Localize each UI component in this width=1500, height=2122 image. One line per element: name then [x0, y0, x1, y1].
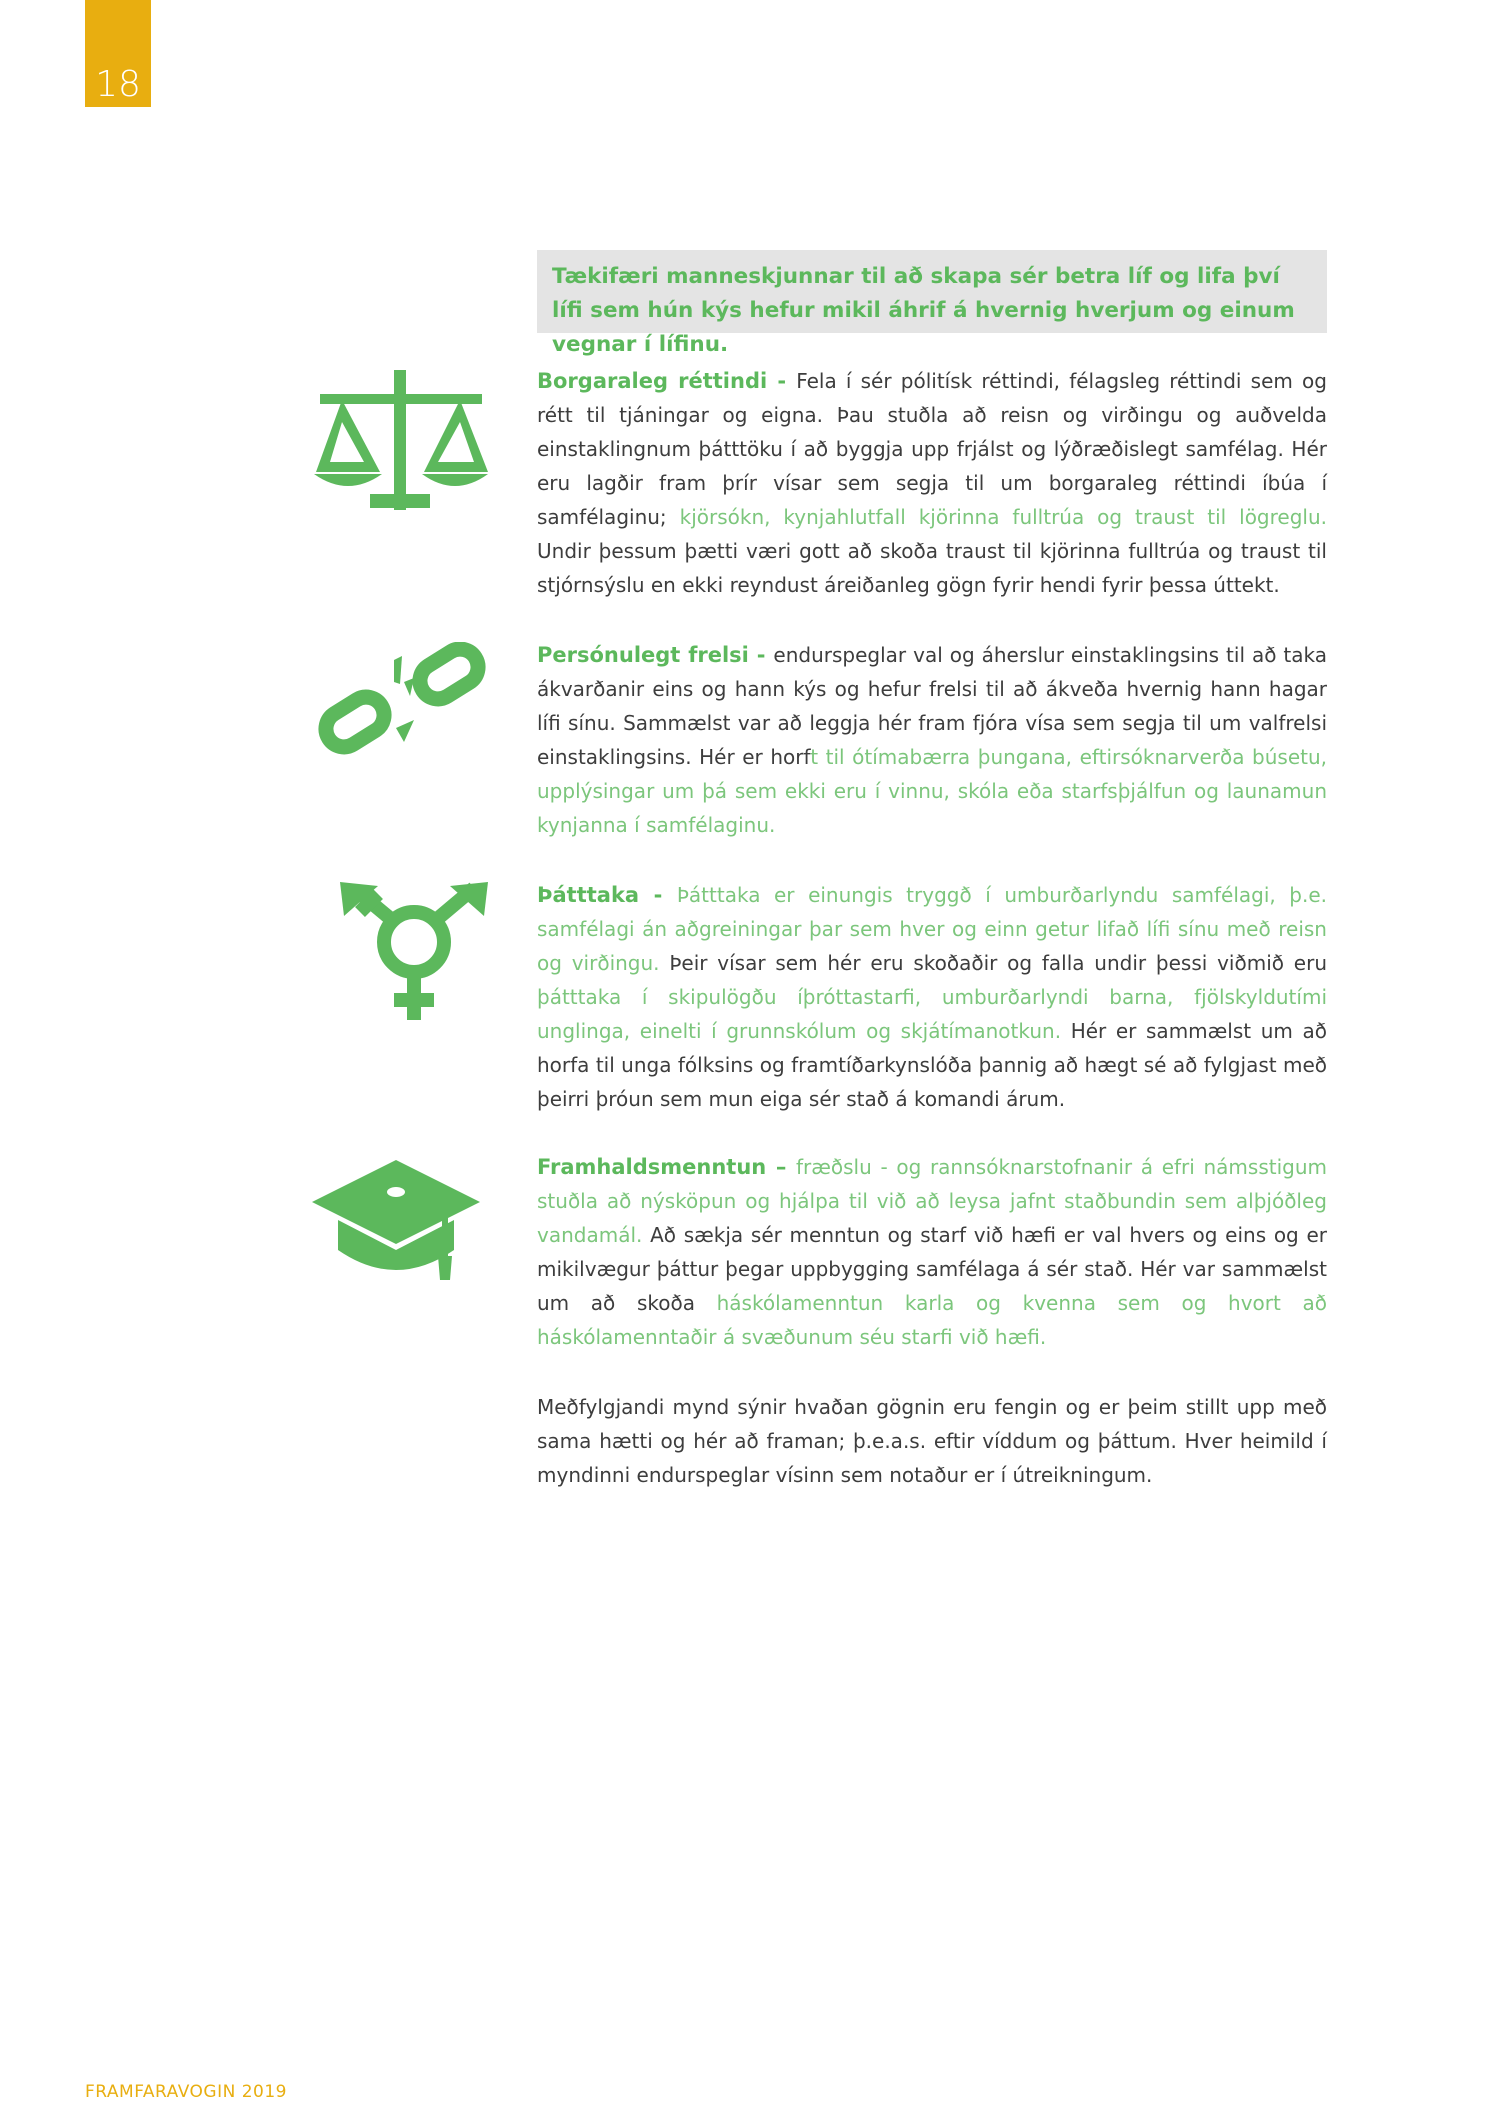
- section-indicators: háskólamenntun karla og kvenna sem og hvort að háskólamenntaðir á svæðunum séu starfi við hæfi.: [537, 1291, 1327, 1349]
- intro-callout: Tækifæri manneskjunnar til að skapa sér betra líf og lifa því lífi sem hún kýs hefur mikil áhrif á hvernig hverjum og einum vegnar í lífinu.: [537, 250, 1327, 333]
- section-text: Þeir vísar sem hér eru skoðaðir og falla undir þessi viðmið eru: [659, 951, 1327, 975]
- section-text: endurspeglar val og áherslur einstaklingsins til að taka ákvarðanir eins og hann kýs og hefur frelsi til að ákveða hvernig hann hagar lífi sínu. Sammælst var að leggja hér fram fjóra vísa sem segja til um valfrelsi einstaklingsins. Hér er horf: [537, 643, 1327, 769]
- closing-paragraph: Meðfylgjandi mynd sýnir hvaðan gögnin eru fengin og er þeim stillt upp með sama hætti og hér að framan; þ.e.a.s. eftir víddum og þáttum. Hver heimild í myndinni endurspeglar vísinn sem notaður er í útreikningum.: [537, 1395, 1327, 1487]
- section-separator: -: [639, 883, 677, 907]
- section-title: Borgaraleg réttindi: [537, 369, 768, 393]
- section-separator: –: [766, 1155, 796, 1179]
- section-indicators: þátttaka í skipulögðu íþróttastarfi, umburðarlyndi barna, fjölskyldutími unglinga, einelti í grunnskólum og skjátímanotkun.: [537, 985, 1327, 1043]
- section-separator: -: [748, 643, 774, 667]
- scales-icon: [312, 370, 490, 510]
- section-participation: [537, 878, 1327, 1116]
- section-title: Þátttaka: [537, 883, 640, 907]
- section-separator: -: [767, 369, 797, 393]
- gender-symbol-icon: [338, 882, 490, 1022]
- section-definition: fræðslu - og rannsóknarstofnanir á efri námsstigum stuðla að nýsköpun og hjálpa til við að leysa jafnt staðbundin sem alþjóðleg vandamál.: [537, 1155, 1328, 1247]
- broken-chain-icon: [318, 642, 488, 762]
- section-text: Undir þessum þætti væri gott að skoða traust til kjörinna fulltrúa og traust til stjórnsýslu en ekki reyndust áreiðanleg gögn fyrir hendi fyrir þessa úttekt.: [537, 539, 1327, 597]
- page-number: 18: [85, 0, 151, 107]
- section-text: Hér er sammælst um að horfa til unga fólksins og framtíðarkynslóða þannig að hægt sé að fylgjast með þeirri þróun sem mun eiga sér stað á komandi árum.: [537, 1019, 1327, 1111]
- graduation-cap-icon: [310, 1160, 482, 1282]
- section-indicators: kjörsókn, kynjahlutfall kjörinna fulltrúa og traust til lögreglu.: [679, 505, 1328, 529]
- section-higher-education: [537, 1150, 1327, 1354]
- section-text: Að sækja sér menntun og starf við hæfi er val hvers og eins og er mikilvægur þáttur þegar uppbygging samfélaga á sér stað. Hér var sammælst um að skoða: [537, 1223, 1327, 1315]
- section-personal-freedom: [537, 638, 1327, 842]
- section-indicators: t til ótímabærra þungana, eftirsóknarverða búsetu, upplýsingar um þá sem ekki eru í vinnu, skóla eða starfsþjálfun og launamun kynjanna í samfélaginu.: [537, 745, 1328, 837]
- section-civil-rights: [537, 364, 1327, 602]
- section-definition: Þátttaka er einungis tryggð í umburðarlyndu samfélagi, þ.e. samfélagi án aðgreiningar þar sem hver og einn getur lifað lífi sínu með reisn og virðingu.: [537, 883, 1328, 975]
- footer-publication: FRAMFARAVOGIN 2019: [85, 2082, 287, 2102]
- section-text: Fela í sér pólitísk réttindi, félagsleg réttindi sem og rétt til tjáningar og eigna. Þau stuðla að reisn og virðingu og auðvelda einstaklingnum þátttöku í að byggja upp frjálst og lýðræðislegt samfélag. Hér eru lagðir fram þrír vísar sem segja til um borgaraleg réttindi íbúa í samfélaginu;: [537, 369, 1327, 529]
- section-title: Persónulegt frelsi: [537, 643, 749, 667]
- section-title: Framhaldsmenntun: [537, 1155, 767, 1179]
